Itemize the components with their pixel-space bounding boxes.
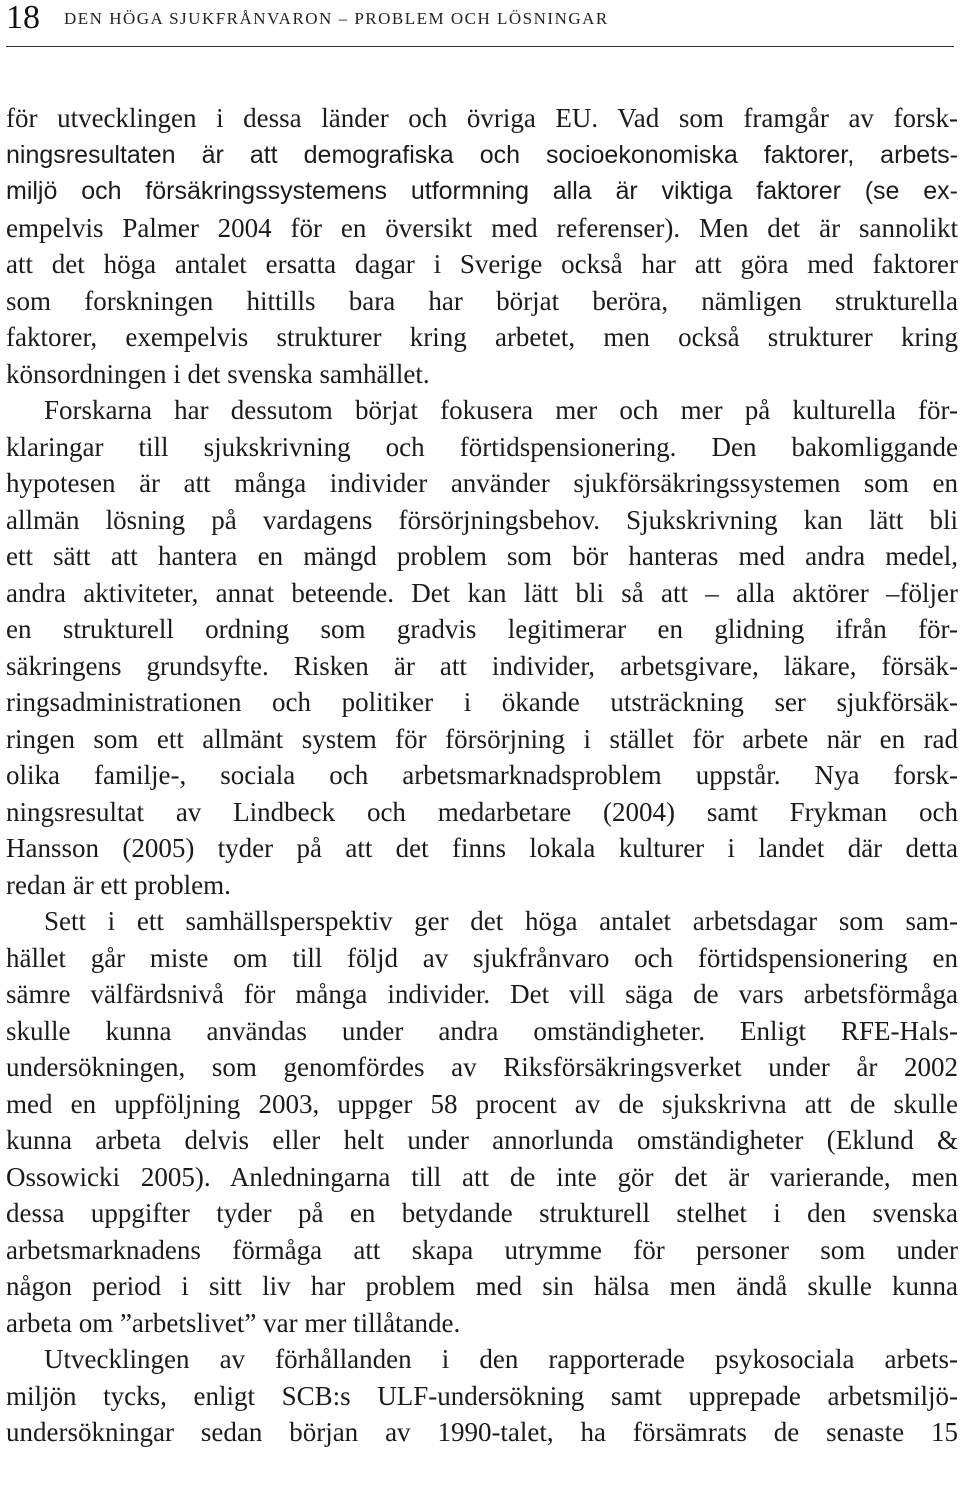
text-line: Hansson (2005) tyder på att det finns lokala kulturer i landet där detta: [6, 833, 958, 863]
text-line: för utvecklingen i dessa länder och övriga EU. Vad som framgår av forsk-: [6, 103, 958, 133]
text-line: Utvecklingen av förhållanden i den rapporterade psykosociala arbets-: [44, 1344, 958, 1374]
text-line: faktorer, exempelvis strukturer kring arbetet, men också strukturer kring: [6, 322, 958, 352]
page-header: [6, 0, 954, 47]
text-line: allmän lösning på vardagens försörjningsbehov. Sjukskrivning kan lätt bli: [6, 504, 958, 535]
text-line: en strukturell ordning som gradvis legitimerar en glidning ifrån för-: [6, 614, 958, 644]
text-line: miljö och försäkringssystemens utformning alla är viktiga faktorer (se ex-: [6, 177, 958, 205]
text-line: empelvis Palmer 2004 för en översikt med referenser). Men det är sannolikt: [6, 212, 958, 243]
text-line: Ossowicki 2005). Anledningarna till att de inte gör det är varierande, men: [6, 1161, 958, 1192]
text-line: dessa uppgifter tyder på en betydande strukturell stelhet i den svenska: [6, 1198, 958, 1228]
text-line: hypotesen är att många individer använder sjukförsäkringssystemen som en: [6, 468, 958, 498]
text-line: arbeta om ”arbetslivet” var mer tillåtande.: [6, 1307, 461, 1338]
text-line: ningsresultat av Lindbeck och medarbetare (2004) samt Frykman och: [6, 796, 958, 827]
text-line: hället går miste om till följd av sjukfrånvaro och förtidspensionering en: [6, 942, 958, 973]
page-number: 18: [6, 0, 40, 36]
text-line: sämre välfärdsnivå för många individer. Det vill säga de vars arbetsförmåga: [6, 979, 958, 1009]
text-line: ringsadministrationen och politiker i ökande utsträckning ser sjukförsäk-: [6, 687, 958, 717]
text-line: undersökningar sedan början av 1990-talet, ha försämrats de senaste 15: [6, 1417, 958, 1447]
text-line: att det höga antalet ersatta dagar i Sverige också har att göra med faktorer: [6, 249, 958, 279]
text-line: Sett i ett samhällsperspektiv ger det höga antalet arbetsdagar som sam-: [44, 906, 958, 936]
text-line: Forskarna har dessutom börjat fokusera mer och mer på kulturella för-: [44, 395, 958, 425]
text-line: redan är ett problem.: [6, 869, 231, 900]
text-line: med en uppföljning 2003, uppger 58 procent av de sjukskrivna att de skulle: [6, 1088, 958, 1119]
body-text: [6, 100, 958, 1451]
text-line: ningsresultaten är att demografiska och socioekonomiska faktorer, arbets-: [6, 140, 958, 169]
running-title: DEN HÖGA SJUKFRÅNVARON – PROBLEM OCH LÖSNINGAR: [64, 9, 609, 28]
text-line: klaringar till sjukskrivning och förtidspensionering. Den bakomliggande: [6, 431, 958, 462]
text-line: säkringens grundsyfte. Risken är att individer, arbetsgivare, läkare, försäk-: [6, 650, 958, 681]
text-line: kunna arbeta delvis eller helt under annorlunda omständigheter (Eklund &: [6, 1125, 958, 1155]
text-line: ett sätt att hantera en mängd problem som bör hanteras med andra medel,: [6, 541, 958, 571]
text-line: könsordningen i det svenska samhället.: [6, 358, 430, 389]
text-line: olika familje-, sociala och arbetsmarknadsproblem uppstår. Nya forsk-: [6, 760, 958, 790]
text-line: undersökningen, som genomfördes av Riksförsäkringsverket under år 2002: [6, 1052, 958, 1082]
text-line: någon period i sitt liv har problem med sin hälsa men ändå skulle kunna: [6, 1271, 958, 1301]
text-line: miljön tycks, enligt SCB:s ULF-undersökning samt upprepade arbetsmiljö-: [6, 1380, 958, 1411]
text-line: som forskningen hittills bara har börjat beröra, nämligen strukturella: [6, 285, 958, 316]
text-line: andra aktiviteter, annat beteende. Det kan lätt bli så att – alla aktörer –följer: [6, 577, 958, 608]
text-line: ringen som ett allmänt system för försörjning i stället för arbete när en rad: [6, 723, 958, 754]
text-line: skulle kunna användas under andra omständigheter. Enligt RFE-Hals-: [6, 1015, 958, 1046]
text-line: arbetsmarknadens förmåga att skapa utrymme för personer som under: [6, 1234, 958, 1265]
